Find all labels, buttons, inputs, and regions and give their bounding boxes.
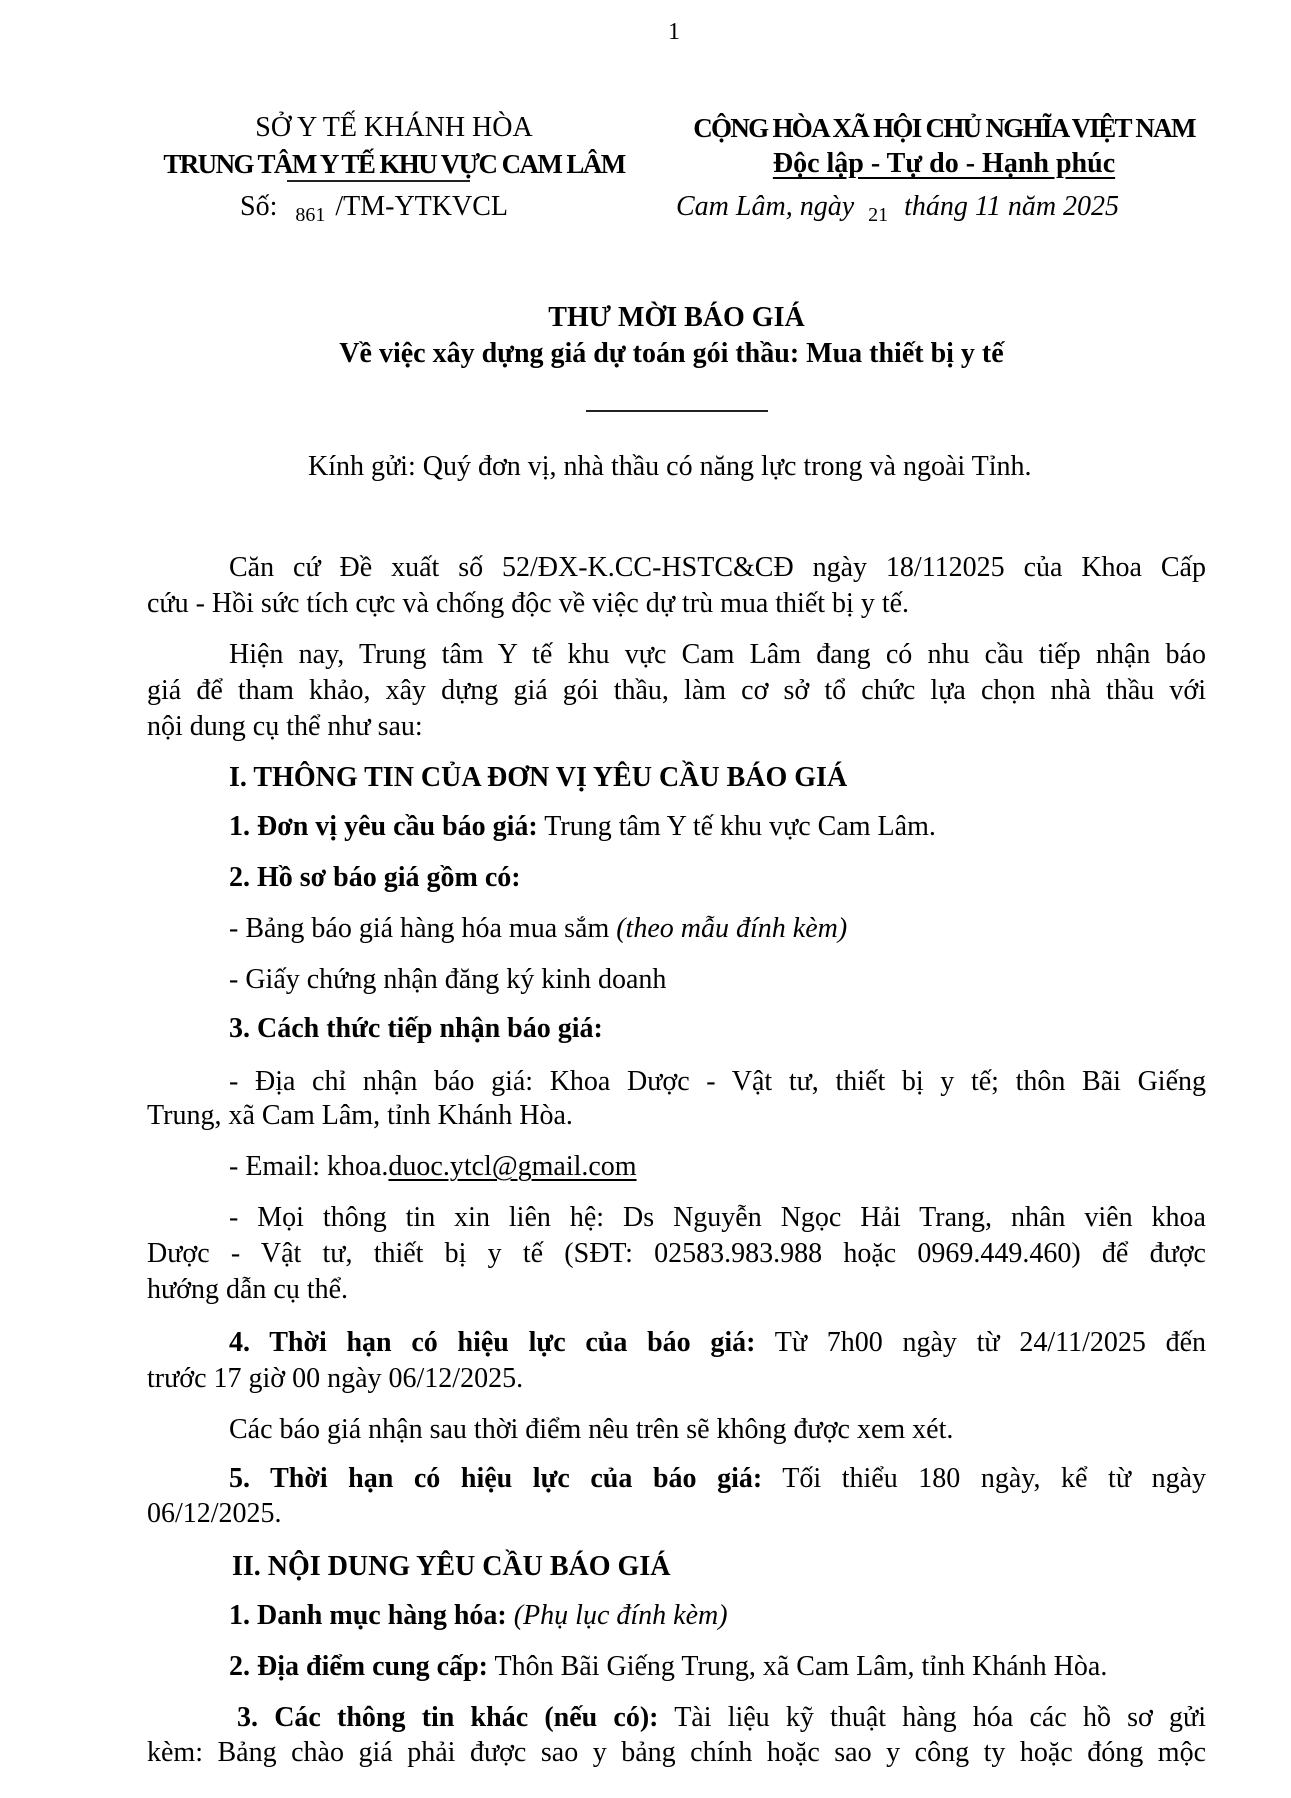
item-text: Tài liệu kỹ thuật hàng hóa các hồ sơ gửi [674,1702,1206,1733]
issue-date [676,182,1212,234]
header-left [147,110,641,234]
basis-paragraph-line-2: cứu - Hồi sức tích cực và chống độc về việc dự trù mua thiết bị y tế. [147,588,910,619]
date-prefix: Cam Lâm, ngày [676,191,855,222]
item-label: 2. Địa điểm cung cấp: [229,1651,488,1682]
number-suffix: /TM-YTKVCL [335,191,509,222]
date-day: 21 [868,204,889,226]
motto [676,146,1212,182]
section-2-item-1 [229,1598,728,1634]
intro-paragraph-line-3: nội dung cụ thể như sau: [147,711,423,742]
intro-paragraph-line-2: giá để tham khảo, xây dựng giá gói thầu, làm cơ sở tổ chức lựa chọn nhà thầu với [147,675,1206,706]
section-1-item-3: 3. Cách thức tiếp nhận báo giá: [229,1013,603,1044]
subject-underline [586,410,768,412]
document-title: THƯ MỜI BÁO GIÁ [548,302,805,333]
email-line [229,1149,637,1185]
page-number: 1 [668,19,680,45]
unit-underline [287,180,470,182]
contact-line-2: Dược - Vật tư, thiết bị y tế (SĐT: 02583.983.988 hoặc 0969.449.460) để được [147,1238,1206,1269]
section-1-heading: I. THÔNG TIN CỦA ĐƠN VỊ YÊU CẦU BÁO GIÁ [229,762,848,793]
document-number [147,182,641,234]
item-text: (Phụ lục đính kèm) [513,1600,728,1631]
section-1-item-1 [229,809,936,845]
section-2-item-2 [229,1649,1107,1685]
section-1-item-5-line-1 [229,1461,1206,1497]
receiving-address-line-2: Trung, xã Cam Lâm, tỉnh Khánh Hòa. [147,1100,573,1131]
number-label: Số: [240,191,278,222]
item-label: 1. Danh mục hàng hóa: [229,1600,507,1631]
section-2-item-3-line-2: kèm: Bảng chào giá phải được sao y bảng chính hoặc sao y công ty hoặc đóng mộc [147,1737,1206,1768]
country-name: CỘNG HÒA XÃ HỘI CHỦ NGHĨA VIỆT NAM [693,113,1195,143]
section-1-item-4-line-1 [229,1325,1206,1361]
document-subject: Về việc xây dựng giá dự toán gói thầu: Mua thiết bị y tế [339,338,1004,369]
item-text: Tối thiểu 180 ngày, kể từ ngày [782,1463,1206,1494]
section-1-item-4-line-2: trước 17 giờ 00 ngày 06/12/2025. [147,1363,524,1394]
item-text: Thôn Bãi Giếng Trung, xã Cam Lâm, tỉnh Khánh Hòa. [494,1651,1108,1682]
section-2-heading: II. NỘI DUNG YÊU CẦU BÁO GIÁ [232,1551,671,1582]
section-1-item-2-bullet-2: - Giấy chứng nhận đăng ký kinh doanh [229,964,667,995]
item-text: Từ 7h00 ngày từ 24/11/2025 đến [774,1327,1207,1358]
item-label: 1. Đơn vị yêu cầu báo giá: [229,811,538,842]
section-1-item-2: 2. Hồ sơ báo giá gồm có: [229,862,521,893]
item-label: 5. Thời hạn có hiệu lực của báo giá: [229,1463,763,1494]
item-label: 4. Thời hạn có hiệu lực của báo giá: [229,1327,756,1358]
number-value: 861 [295,204,326,226]
email-prefix: - Email: khoa. [229,1151,389,1182]
date-suffix: tháng 11 năm 2025 [904,191,1120,222]
item-text: Trung tâm Y tế khu vực Cam Lâm. [544,811,936,842]
intro-paragraph-line-1: Hiện nay, Trung tâm Y tế khu vực Cam Lâm đang có nhu cầu tiếp nhận báo [229,639,1206,670]
contact-line-3: hướng dẫn cụ thể. [147,1274,349,1305]
section-2-item-3-line-1 [237,1700,1206,1736]
section-1-item-5-line-2: 06/12/2025. [147,1498,282,1529]
contact-line-1: - Mọi thông tin xin liên hệ: Ds Nguyễn Ngọc Hải Trang, nhân viên khoa [229,1202,1206,1233]
recipient-line: Kính gửi: Quý đơn vị, nhà thầu có năng lực trong và ngoài Tỉnh. [308,451,1032,482]
section-1-item-2-bullet-1 [229,911,847,947]
receiving-address-line-1: - Địa chỉ nhận báo giá: Khoa Dược - Vật tư, thiết bị y tế; thôn Bãi Giếng [229,1066,1206,1097]
email-link[interactable]: duoc.ytcl@gmail.com [388,1151,637,1182]
bullet-note: (theo mẫu đính kèm) [616,913,848,944]
basis-paragraph-line-1: Căn cứ Đề xuất số 52/ĐX-K.CC-HSTC&CĐ ngày 18/112025 của Khoa Cấp [229,552,1206,583]
header-right [676,110,1212,234]
unit-name: TRUNG TÂM Y TẾ KHU VỰC CAM LÂM [163,149,625,179]
item-label: 3. Các thông tin khác (nếu có): [237,1702,659,1733]
bullet-text: - Bảng báo giá hàng hóa mua sắm [229,913,610,944]
motto-text: Độc lập - Tự do - Hạnh phúc [772,148,1116,179]
late-submission-note: Các báo giá nhận sau thời điểm nêu trên sẽ không được xem xét. [229,1414,954,1445]
agency-name: SỞ Y TẾ KHÁNH HÒA [255,112,533,143]
